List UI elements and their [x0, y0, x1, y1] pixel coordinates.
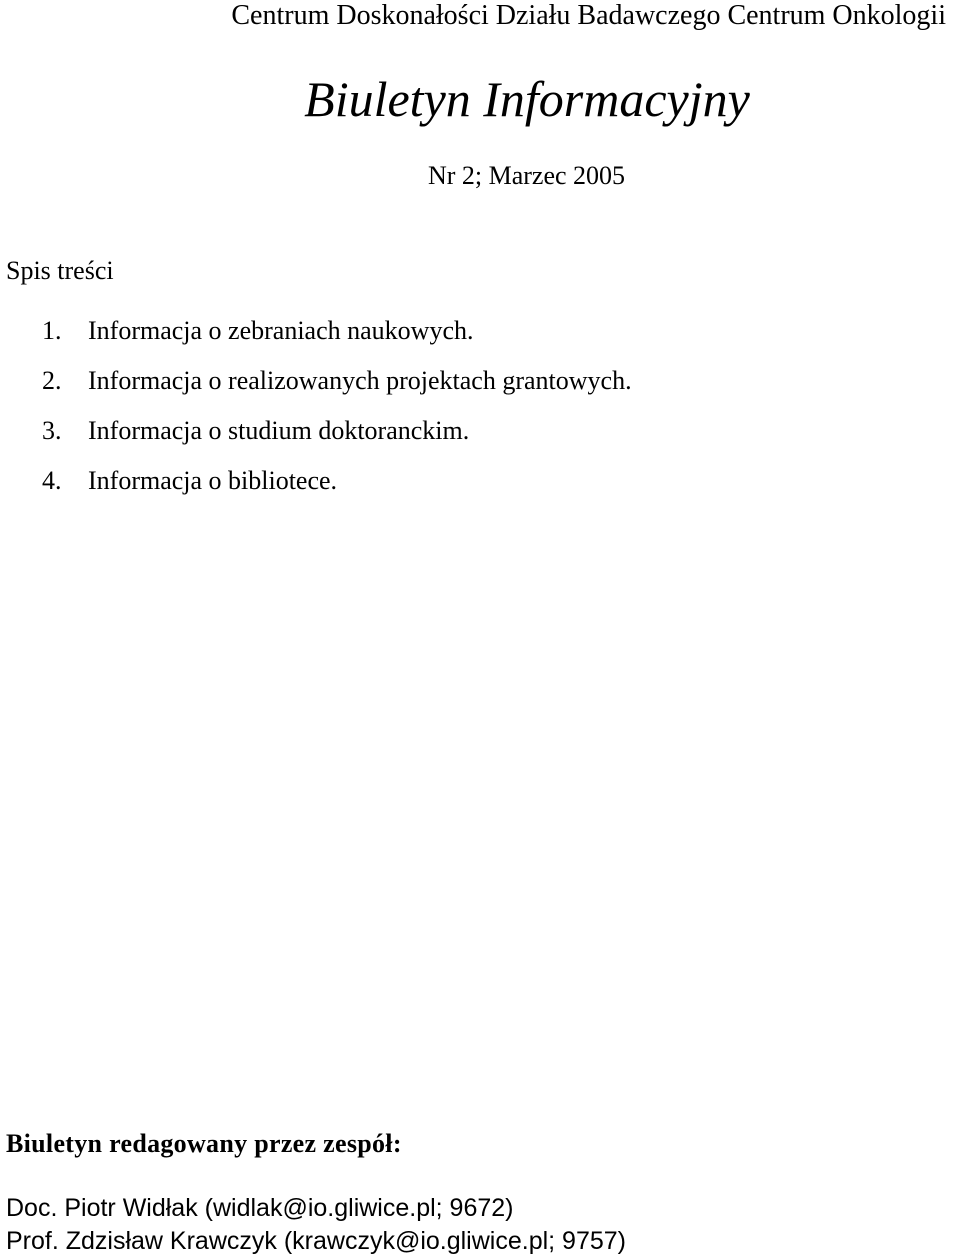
- toc-item-number: 1.: [42, 316, 62, 345]
- toc-item-number: 4.: [42, 466, 62, 495]
- toc-item-text: Informacja o realizowanych projektach grantowych.: [88, 366, 632, 395]
- toc-heading: Spis treści: [6, 256, 114, 285]
- issue-info: Nr 2; Marzec 2005: [427, 161, 626, 190]
- toc-item-text: Informacja o studium doktoranckim.: [88, 416, 470, 445]
- organization-title: Centrum Doskonałości Działu Badawczego Centrum Onkologii: [231, 0, 946, 31]
- editorial-member-1: Doc. Piotr Widłak (widlak@io.gliwice.pl; 9672): [6, 1194, 514, 1222]
- toc-item-text: Informacja o bibliotece.: [88, 466, 338, 495]
- editorial-team-heading: Biuletyn redagowany przez zespół:: [6, 1129, 402, 1158]
- toc-item-text: Informacja o zebraniach naukowych.: [88, 316, 474, 345]
- toc-item-number: 2.: [42, 366, 62, 395]
- toc-item-number: 3.: [42, 416, 62, 445]
- editorial-member-2: Prof. Zdzisław Krawczyk (krawczyk@io.gliwice.pl; 9757): [6, 1227, 626, 1255]
- bulletin-title: Biuletyn Informacyjny: [304, 71, 750, 127]
